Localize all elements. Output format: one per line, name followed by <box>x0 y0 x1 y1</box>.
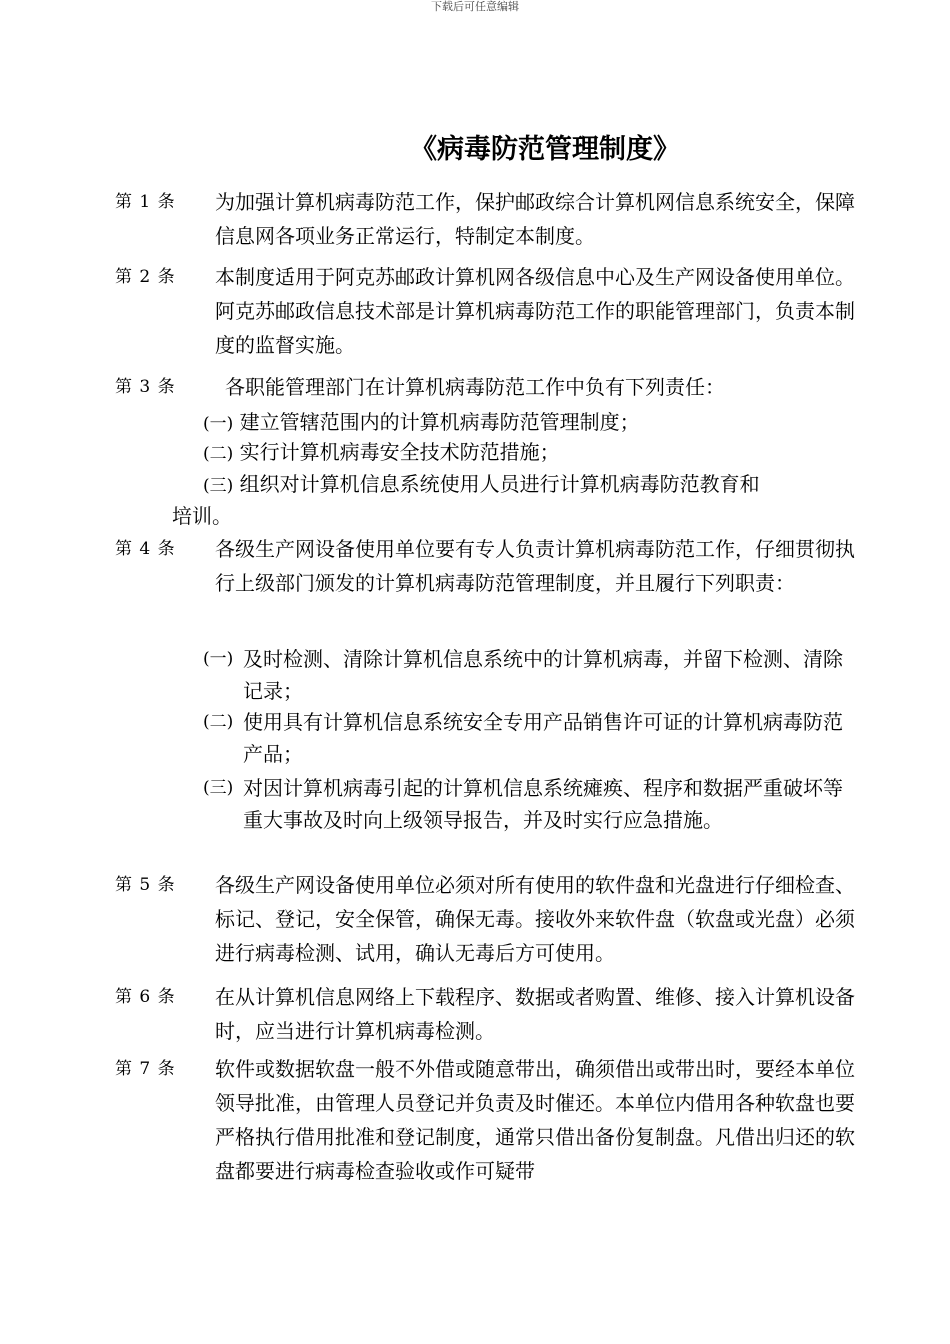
article-label: 第 2 条 <box>115 267 176 287</box>
header-note: 下载后可任意编辑 <box>431 0 519 13</box>
item-number: (二) <box>203 444 234 464</box>
item-text: 及时检测、清除计算机信息系统中的计算机病毒，并留下检测、清除记录； <box>243 647 843 703</box>
article-text: 各级生产网设备使用单位必须对所有使用的软件盘和光盘进行仔细检查、标记、登记，安全保管，确保无毒。接收外来软件盘（软盘或光盘）必须进行病毒检测、试用，确认无毒后方可使用。 <box>215 873 855 965</box>
item-number: (一) <box>203 649 234 669</box>
list-item <box>203 772 843 836</box>
article-label: 第 7 条 <box>115 1059 176 1079</box>
article-label: 第 5 条 <box>115 875 176 895</box>
article-text: 各级生产网设备使用单位要有专人负责计算机病毒防范工作，仔细贯彻执行上级部门颁发的计算机病毒防范管理制度，并且履行下列职责： <box>215 537 855 595</box>
article-label: 第 6 条 <box>115 987 176 1007</box>
item-text: 建立管辖范围内的计算机病毒防范管理制度； <box>239 410 640 434</box>
article-text: 各职能管理部门在计算机病毒防范工作中负有下列责任： <box>225 375 725 399</box>
article-label: 第 3 条 <box>115 377 176 397</box>
item-number: (一) <box>203 414 234 434</box>
item-text: 组织对计算机信息系统使用人员进行计算机病毒防范教育和 <box>239 472 760 496</box>
article-text: 本制度适用于阿克苏邮政计算机网各级信息中心及生产网设备使用单位。阿克苏邮政信息技术部是计算机病毒防范工作的职能管理部门，负责本制度的监督实施。 <box>215 265 855 357</box>
article-text: 软件或数据软盘一般不外借或随意带出，确须借出或带出时，要经本单位领导批准，由管理人员登记并负责及时催还。本单位内借用各种软盘也要严格执行借用批准和登记制度，通常只借出备份复制盘。凡借出归还的软盘都要进行病毒检查验收或作可疑带 <box>215 1057 855 1183</box>
item-number: (三) <box>203 476 234 496</box>
list-item-continuation: 培训。 <box>172 504 232 528</box>
item-number: (三) <box>203 778 234 798</box>
item-text: 对因计算机病毒引起的计算机信息系统瘫痪、程序和数据严重破坏等重大事故及时向上级领导报告，并及时实行应急措施。 <box>243 776 843 832</box>
list-item <box>203 406 640 440</box>
article-text: 在从计算机信息网络上下载程序、数据或者购置、维修、接入计算机设备时，应当进行计算机病毒检测。 <box>215 985 855 1043</box>
item-number: (二) <box>203 712 234 732</box>
list-item <box>203 706 843 770</box>
article-label: 第 1 条 <box>115 192 176 212</box>
document-title: 《病毒防范管理制度》 <box>410 134 680 165</box>
list-item <box>203 436 560 470</box>
item-text: 实行计算机病毒安全技术防范措施； <box>239 440 560 464</box>
list-item <box>203 468 760 502</box>
item-text: 使用具有计算机信息系统安全专用产品销售许可证的计算机病毒防范产品； <box>243 710 843 766</box>
list-item <box>203 643 843 707</box>
article-text: 为加强计算机病毒防范工作，保护邮政综合计算机网信息系统安全，保障信息网各项业务正常运行，特制定本制度。 <box>215 190 855 248</box>
article-label: 第 4 条 <box>115 539 176 559</box>
